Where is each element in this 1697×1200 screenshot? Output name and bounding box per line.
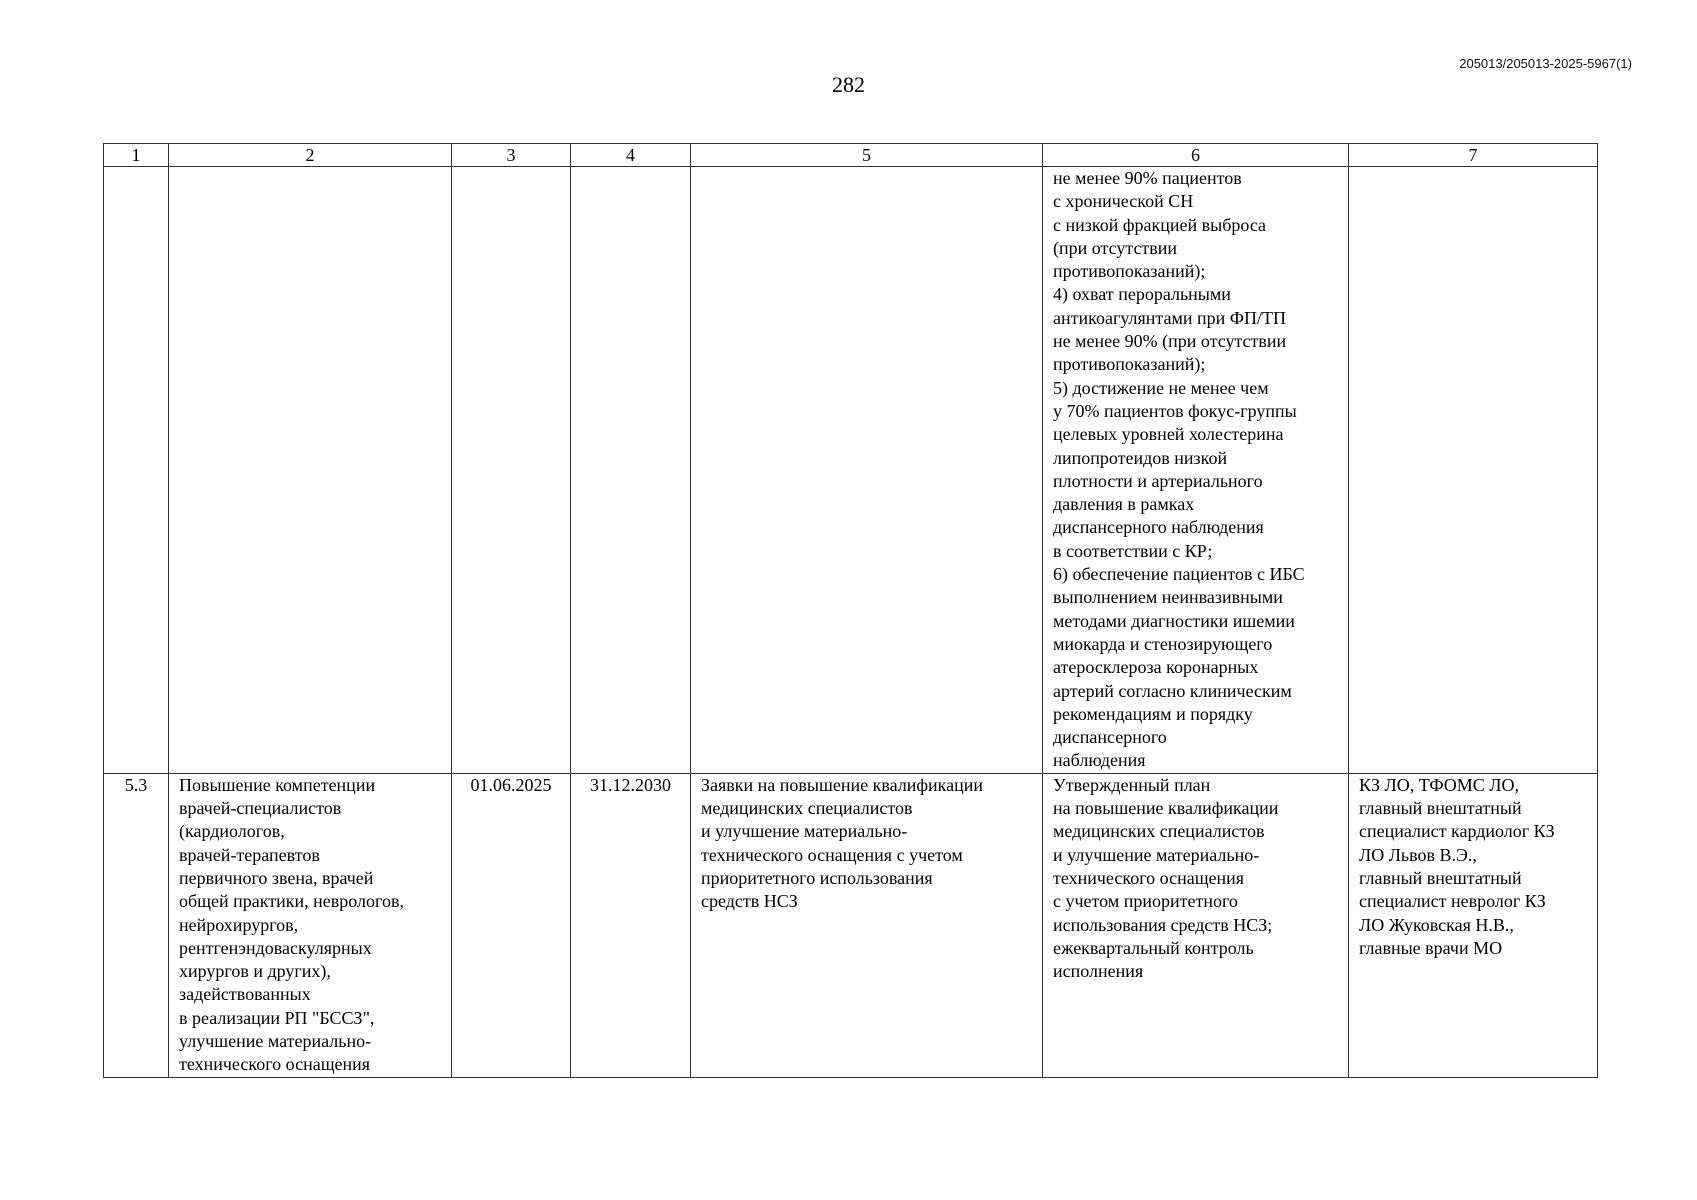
end-date-cell: [571, 167, 691, 774]
column-header: 1: [104, 144, 169, 167]
basis-cell: [691, 167, 1043, 774]
measure-cell: Повышение компетенции врачей-специалистов (кардиологов, врачей-терапевтов первичного звена, врачей общей практики, неврологов, нейрохирургов, рентгенэндоваскулярных хирургов и других), задействованных в реализации РП "БССЗ", улучшение материально- технического оснащения: [169, 773, 452, 1077]
responsible-cell: [1349, 167, 1598, 774]
column-header: 6: [1043, 144, 1349, 167]
result-cell: Утвержденный план на повышение квалификации медицинских специалистов и улучшение материально- технического оснащения с учетом приоритетного использования средств НСЗ; ежеквартальный контроль исполнения: [1043, 773, 1349, 1077]
table-row: [104, 167, 1598, 774]
item-number-cell: [104, 167, 169, 774]
end-date-cell: 31.12.2030: [571, 773, 691, 1077]
column-number-row: [104, 144, 1598, 167]
item-number-cell: 5.3: [104, 773, 169, 1077]
column-header: 3: [452, 144, 571, 167]
column-header: 7: [1349, 144, 1598, 167]
result-cell: не менее 90% пациентов с хронической СН с низкой фракцией выброса (при отсутствии противопоказаний); 4) охват пероральными антикоагулянтами при ФП/ТП не менее 90% (при отсутствии противопоказаний); 5) достижение не менее чем у 70% пациентов фокус-группы целевых уровней холестерина липопротеидов низкой плотности и артериального давления в рамках диспансерного наблюдения в соответствии с КР; 6) обеспечение пациентов с ИБС выполнением неинвазивными методами диагностики ишемии миокарда и стенозирующего атеросклероза коронарных артерий согласно клиническим рекомендациям и порядку диспансерного наблюдения: [1043, 167, 1349, 774]
document-id: 205013/205013-2025-5967(1): [1459, 56, 1632, 71]
start-date-cell: [452, 167, 571, 774]
start-date-cell: 01.06.2025: [452, 773, 571, 1077]
basis-cell: Заявки на повышение квалификации медицинских специалистов и улучшение материально- технического оснащения с учетом приоритетного использования средств НСЗ: [691, 773, 1043, 1077]
responsible-cell: КЗ ЛО, ТФОМС ЛО, главный внештатный специалист кардиолог КЗ ЛО Львов В.Э., главный внештатный специалист невролог КЗ ЛО Жуковская Н.В., главные врачи МО: [1349, 773, 1598, 1077]
table-row: [104, 773, 1598, 1077]
measure-cell: [169, 167, 452, 774]
column-header: 5: [691, 144, 1043, 167]
action-plan-table: [103, 143, 1598, 1078]
page-number: 282: [832, 72, 865, 97]
column-header: 4: [571, 144, 691, 167]
column-header: 2: [169, 144, 452, 167]
